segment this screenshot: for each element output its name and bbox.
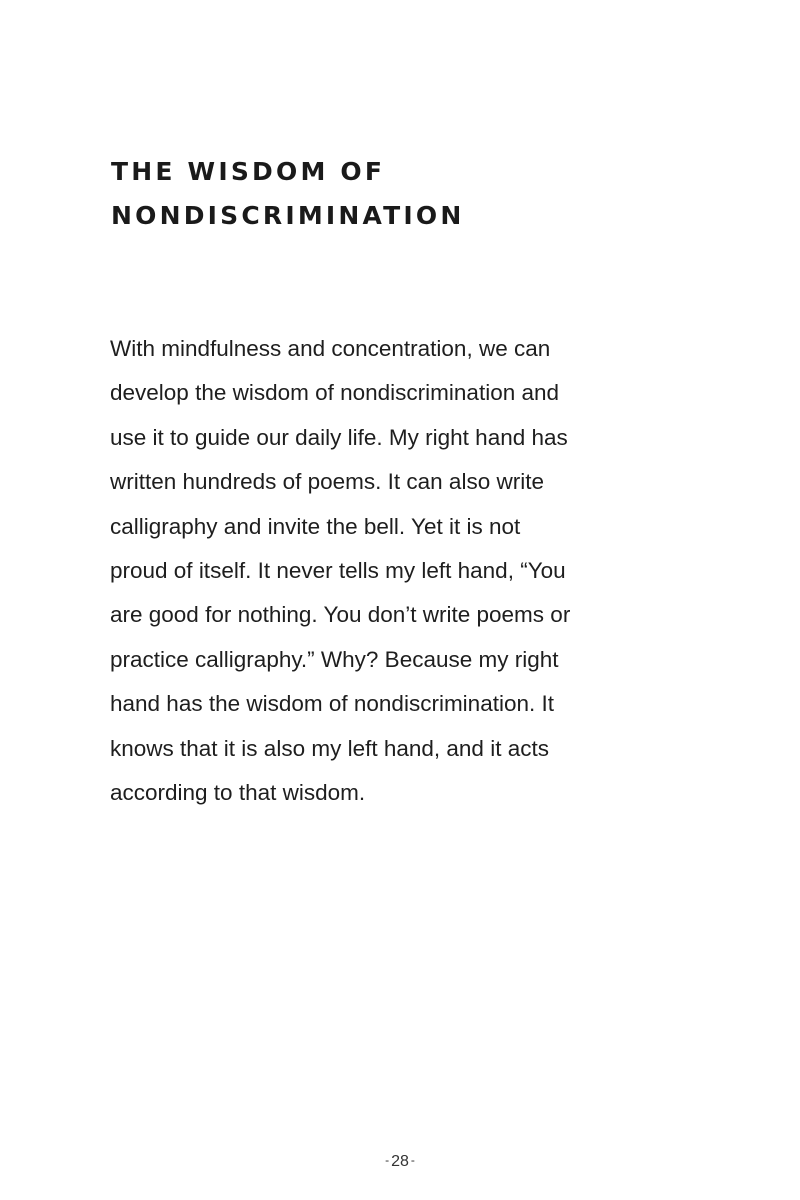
paragraph-line: calligraphy and invite the bell. Yet it is not bbox=[110, 513, 521, 539]
page-number-dash: - bbox=[385, 1153, 390, 1167]
chapter-title-line: THE WISDOM OF bbox=[111, 157, 386, 186]
chapter-title bbox=[111, 150, 711, 238]
paragraph-line: hand has the wisdom of nondiscrimination. It bbox=[110, 691, 554, 717]
paragraph-line: according to that wisdom. bbox=[110, 780, 366, 806]
paragraph-line: are good for nothing. You don’t write poems or bbox=[110, 602, 571, 628]
paragraph-line: develop the wisdom of nondiscrimination and bbox=[110, 380, 560, 406]
paragraph-line: With mindfulness and concentration, we can bbox=[110, 336, 551, 361]
page-number bbox=[0, 1150, 800, 1172]
paragraph-line: knows that it is also my left hand, and it acts bbox=[110, 735, 549, 761]
body-paragraph bbox=[110, 327, 670, 815]
paragraph-line: proud of itself. It never tells my left hand, “You bbox=[110, 558, 566, 584]
page-number-value: 28 bbox=[391, 1153, 409, 1170]
chapter-title-line: NONDISCRIMINATION bbox=[111, 201, 465, 230]
paragraph-line: practice calligraphy.” Why? Because my right bbox=[110, 646, 559, 672]
page-number-dash: - bbox=[410, 1153, 415, 1167]
paragraph-line: written hundreds of poems. It can also write bbox=[110, 469, 544, 495]
paragraph-line: use it to guide our daily life. My right hand has bbox=[110, 424, 568, 450]
